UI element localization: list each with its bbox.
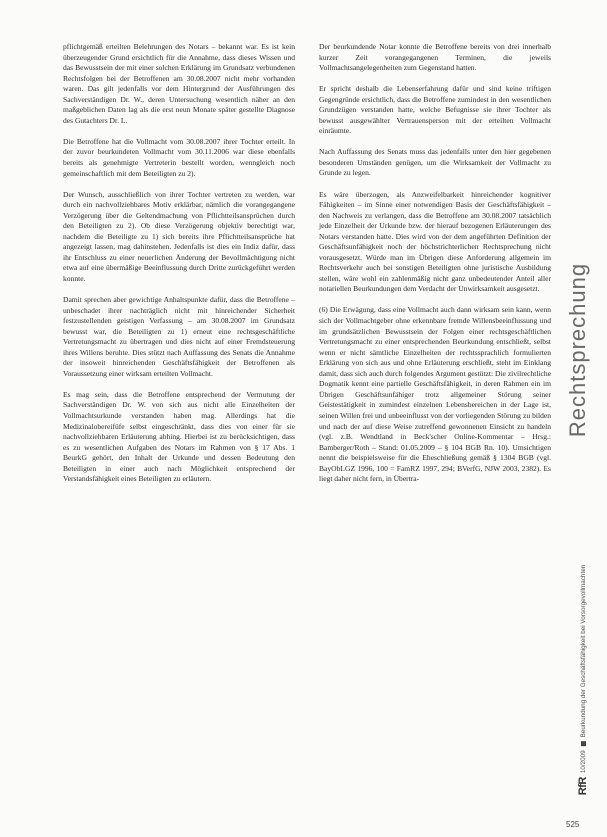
paragraph: (6) Die Erwägung, dass eine Vollmacht auch dann wirksam sein kann, wenn sich der Vollmachtgeber ohne erkennbare fremde Willensbeeinflussung und im grundsätzlichen Bewusstsein der Folgen einer rechtsgeschäftlichen Vertretungsmacht zu einer entsprechenden Beurkundung entschließt, selbst wenn er nicht sämtliche Einzelheiten der rechtssprachlich formulierten Erklärung von sich aus und ohne Erläuterung erschließt, steht im Einklang damit, dass sich auch durch folgendes Argument gestützt: Die zivilrechtliche Dogmatik kennt eine partielle Geschäftsfähigkeit, in deren Rahmen ein im Übrigen Geschäftsunfähiger trotz allgemeiner Störung seiner Geistestätigkeit in zumindest einzelnen Lebensbereichen in der Lage ist, seinen Willen frei und unbeeinflusst von der vorliegenden Störung zu bilden und nach der auf diese Weise zutreffend gewonnenen Einsicht zu handeln (vgl. z.B. Wendtland in Beck'scher Online-Kommentar – Hrsg.: Bamberger/Roth – Stand: 01.05.2009 – § 104 BGB Rn. 10). Umsichtigen nennt die beispielsweise für die Eheschließung gemäß § 1304 BGB (vgl. BayObLGZ 1996, 100 = FamRZ 1997, 294; BVerfG, NJW 2003, 2382). Es liegt daher nicht fern, in Übertra- <box>319 305 551 484</box>
journal-logo: RfR <box>577 777 589 796</box>
paragraph: Es mag sein, dass die Betroffene entsprechend der Vermutung der Sachverständigen Dr. W. von sich aus nicht alle Einzelheiten der Vollmachtsurkunde verstanden haben mag. Allerdings hat die Medizinalobereifüfe selbst eingeschränkt, dass dies von einer für sie nachvollziehbaren Erläuterung abhing. Hierbei ist zu berücksichtigen, dass es zu wesentlichen Aufgaben des Notars im Rahmen von § 17 Abs. 1 BeurkG gehört, den Inhalt der Urkunde und dessen Bedeutung den Beteiligten in einer auch nach Möglichkeit entsprechend der Verstandsfähigkeit eines Beteiligten zu erläutern. <box>63 389 295 484</box>
issue-number: 10/2009 <box>579 750 587 774</box>
running-footer-vertical <box>575 545 591 815</box>
paragraph: Damit sprechen aber gewichtige Anhaltspunkte dafür, dass die Betroffene – unbeschadet ihrer nachträglich nicht mit hinreichender Sicherheit festzustellenden geistigen Verfassung – am 30.08.2007 im Grundsatz bewusst war, die Beteiligten zu 1) erneut eine rechtsgeschäftliche Vertretungsmacht zu übertragen und dies nicht auf einer Fremdsteuerung ihres Willens beruhte. Dies stützt nach Auffassung des Senats die Annahme der insoweit hinreichenden Geschäftsfähigkeit der Betroffenen als Voraussetzung einer wirksam erteilten Vollmacht. <box>63 294 295 378</box>
paragraph: Der beurkundende Notar konnte die Betroffene bereits von drei innerhalb kurzer Zeit vorangegangenen Terminen, die jeweils Vollmachtsangelegenheiten zum Gegenstand hatten. <box>319 42 551 73</box>
paragraph: Es wäre überzogen, als Anzweifelbarkeit hinreichender kognitiver Fähigkeiten – im Sinne einer notwendigen Basis der Geschäftsfähigkeit – den Nachweis zu verlangen, dass die Betroffene am 30.08.2007 tatsächlich jede Einzelheit der Urkunde bzw. der hierauf bezogenen Erläuterungen des Notars verstanden hatte. Dies wird von der dem angeführten Definition der Geschäftsunfähigkeit noch der höchstrichterlichen Rechtsprechung nicht vorausgesetzt. Würde man im Übrigen diese Anforderung allgemein im Rechtsverkehr auch bei sonstigen Beteiligten ohne juristische Ausbildung stellen, wäre wohl ein zahlenmäßig nicht ganz unbedeutender Anteil aller notariellen Beurkundungen dem Verdacht der Unwirksamkeit ausgesetzt. <box>319 189 551 294</box>
paragraph: Nach Auffassung des Senats muss das jedenfalls unter den hier gegebenen besonderen Umständen genügen, um die Wirksamkeit der Vollmacht zu Grunde zu legen. <box>319 147 551 178</box>
paragraph: pflichtgemäß erteilten Belehrungen des Notars – bekannt war. Es ist kein überzeugender Grund ersichtlich für die Annahme, dass dieses Wissen und das Bewusstsein der mit einer solchen Erklärung im Grundsatz verbundenen Rechtsfolgen bei der Betroffenen am 30.08.2007 nicht mehr vorhanden waren. Das gilt jedenfalls vor dem Hintergrund der Ausführungen des Sachverständigen Dr. W., deren Untersuchung wesentlich näher an den maßgeblichen Daten lag als die erst neun Monate später gestellte Diagnose des Gutachters Dr. L. <box>63 42 295 125</box>
left-column <box>63 42 295 485</box>
separator-square-icon <box>581 741 586 746</box>
section-heading-text: Rechtsprechung <box>565 262 590 438</box>
paragraph: Er spricht deshalb die Lebenserfahrung dafür und sind keine triftigen Gegengründe ersichtlich, dass die Betroffene zumindest in den wesentlichen Grundzügen verstanden hatte, welche Befugnisse sie ihrer Tochter als bewusst ausgewählter Vertrauensperson mit der erteilten Vollmacht einräumte. <box>319 84 551 136</box>
section-heading-vertical <box>563 250 593 450</box>
paragraph: Die Betroffene hat die Vollmacht vom 30.08.2007 ihrer Tochter erteilt. In der zuvor beurkundeten Vollmacht vom 30.11.2006 war diese ebenfalls bereits als genehmigte Vertreterin bestellt worden, wenngleich noch gemeinschaftlich mit dem Beteiligten zu 2). <box>63 136 295 178</box>
paragraph: Der Wunsch, ausschließlich von ihrer Tochter vertreten zu werden, war durch ein nachvollziehbares Motiv erklärbar, nämlich die vorangegangene Verzögerung über die Geltendmachung von Pflichtteilsansprüchen durch den Beteiligten zu 2). Ob diese Verzögerung objektiv berechtigt war, nachdem die Beteiligte zu 1) sich bereits ihre Pflichtteilsansprüche hat angezeigt lassen, mag dahinstehen. Jedenfalls ist dies ein Indiz dafür, dass ihr Entschluss zu einer neuerlichen Änderung der Bevollmächtigung nicht etwa auf eine übermäßige Beeinflussung durch Dritte zurückgeführt werden konnte. <box>63 189 295 283</box>
right-column <box>319 42 551 485</box>
running-title: Beurkundung der Geschäftsfähigkeit bei Vorsorgevollmachten <box>579 564 587 738</box>
page-number: 525 <box>566 820 580 829</box>
running-footer-content <box>577 565 589 795</box>
